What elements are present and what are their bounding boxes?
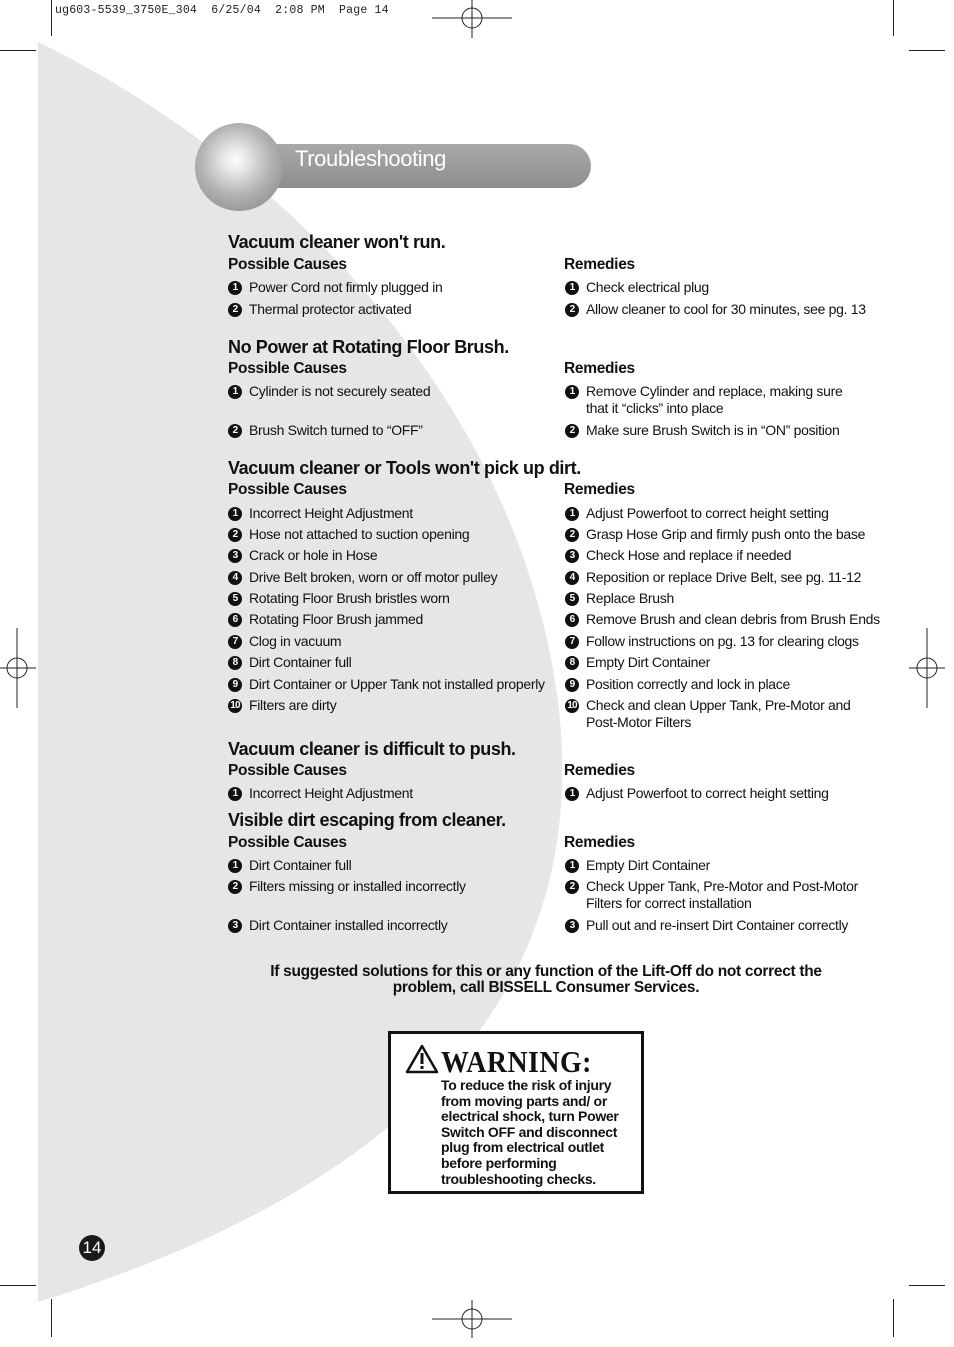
number-badge: 2 <box>565 303 579 317</box>
number-badge: 2 <box>228 303 242 317</box>
registration-mark-bottom <box>432 1300 512 1340</box>
section-title: Vacuum cleaner or Tools won't pick up dirt. <box>228 458 581 478</box>
number-badge: 1 <box>565 281 579 295</box>
remedies-heading: Remedies <box>564 256 635 273</box>
number-badge: 1 <box>228 507 242 521</box>
number-badge: 5 <box>228 592 242 606</box>
number-badge: 1 <box>228 859 242 873</box>
causes-heading: Possible Causes <box>228 762 347 779</box>
registration-mark-left <box>0 628 36 708</box>
number-badge: 9 <box>228 678 242 692</box>
number-badge: 7 <box>228 635 242 649</box>
number-badge: 3 <box>228 549 242 563</box>
number-badge: 1 <box>565 859 579 873</box>
number-badge: 3 <box>565 549 579 563</box>
registration-mark-right <box>909 628 945 708</box>
section-title: No Power at Rotating Floor Brush. <box>228 337 509 357</box>
number-badge: 6 <box>228 613 242 627</box>
number-badge: 6 <box>565 613 579 627</box>
print-header: ug603-5539_3750E_304 6/25/04 2:08 PM Page 14 <box>55 4 389 17</box>
number-badge: 9 <box>565 678 579 692</box>
number-badge: 5 <box>565 592 579 606</box>
number-badge: 2 <box>228 880 242 894</box>
warning-title: WARNING: <box>441 1044 592 1079</box>
number-badge: 1 <box>565 385 579 399</box>
remedies-heading: Remedies <box>564 834 635 851</box>
number-badge: 3 <box>228 919 242 933</box>
number-badge: 1 <box>228 787 242 801</box>
warning-text: To reduce the risk of injury from moving parts and/ or electrical shock, turn Power Switch OFF and disconnect plug from electrical outlet before performing troubleshooting checks. <box>441 1077 619 1187</box>
number-badge: 8 <box>565 656 579 670</box>
number-badge: 7 <box>565 635 579 649</box>
number-badge: 4 <box>228 571 242 585</box>
registration-mark-top <box>432 0 512 40</box>
number-badge: 2 <box>565 528 579 542</box>
number-badge: 1 <box>228 281 242 295</box>
warning-box <box>388 1031 644 1194</box>
remedies-heading: Remedies <box>564 360 635 377</box>
causes-heading: Possible Causes <box>228 834 347 851</box>
remedies-heading: Remedies <box>564 481 635 498</box>
consumer-services-note: If suggested solutions for this or any function of the Lift-Off do not correct the problem, call BISSELL Consumer Services. <box>270 963 822 996</box>
number-badge: 2 <box>228 424 242 438</box>
number-badge: 2 <box>228 528 242 542</box>
section-title: Vacuum cleaner won't run. <box>228 232 446 252</box>
causes-heading: Possible Causes <box>228 256 347 273</box>
page-title: Troubleshooting <box>295 146 446 171</box>
remedies-heading: Remedies <box>564 762 635 779</box>
number-badge: 1 <box>228 385 242 399</box>
number-badge: 10 <box>228 699 242 713</box>
page-number: 14 <box>79 1235 105 1261</box>
causes-heading: Possible Causes <box>228 360 347 377</box>
number-badge: 1 <box>565 787 579 801</box>
number-badge: 2 <box>565 424 579 438</box>
number-badge: 2 <box>565 880 579 894</box>
number-badge: 10 <box>565 699 579 713</box>
number-badge: 8 <box>228 656 242 670</box>
number-badge: 3 <box>565 919 579 933</box>
number-badge: 1 <box>565 507 579 521</box>
number-badge: 4 <box>565 571 579 585</box>
warning-triangle-icon <box>405 1044 439 1074</box>
section-title: Vacuum cleaner is difficult to push. <box>228 739 516 759</box>
title-sphere-graphic <box>195 123 283 211</box>
section-title: Visible dirt escaping from cleaner. <box>228 810 506 830</box>
causes-heading: Possible Causes <box>228 481 347 498</box>
